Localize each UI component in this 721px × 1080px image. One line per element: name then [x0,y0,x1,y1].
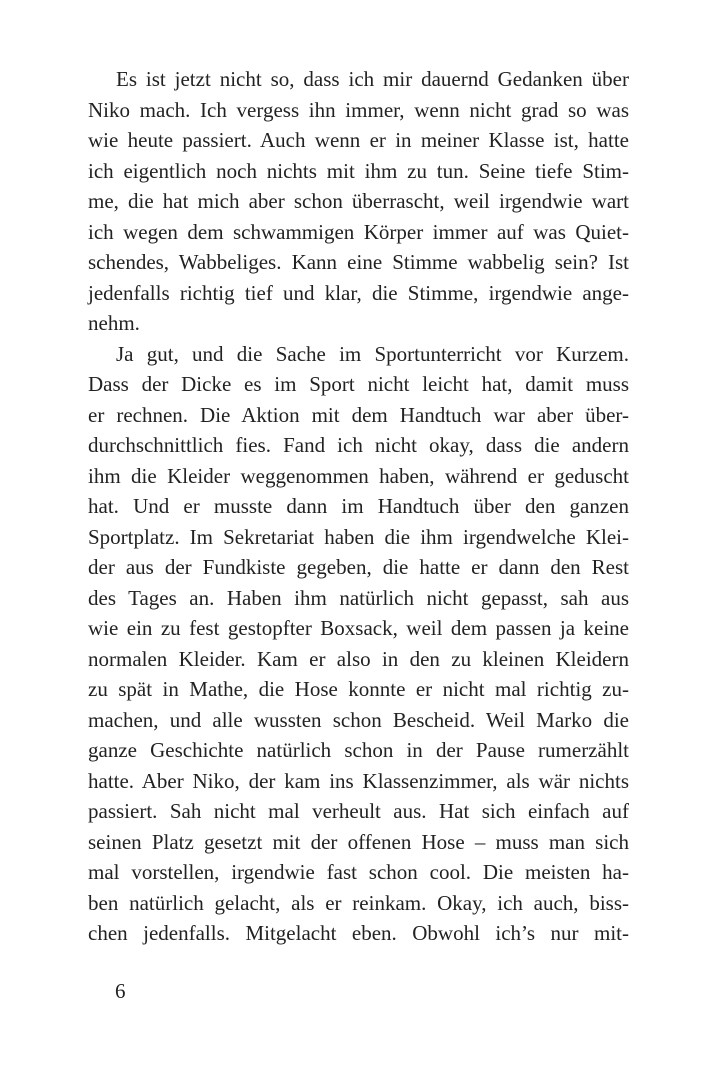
page-number: 6 [115,979,126,1003]
text-line: jedenfalls richtig tief und klar, die Stimme, irgendwie ange- [88,280,629,305]
text-line: des Tages an. Haben ihm natürlich nicht gepasst, sah aus [88,585,629,610]
text-line: hat. Und er musste dann im Handtuch über den ganzen [88,494,629,518]
text-line: normalen Kleider. Kam er also in den zu kleinen Kleidern [88,646,629,671]
text-line: er rechnen. Die Aktion mit dem Handtuch war aber über- [88,402,629,427]
text-line: ich eigentlich noch nichts mit ihm zu tun. Seine tiefe Stim- [88,158,629,183]
text-line: chen jedenfalls. Mitgelacht eben. Obwohl ich’s nur mit- [88,921,629,945]
text-line: passiert. Sah nicht mal verheult aus. Hat sich einfach auf [88,799,629,823]
text-line: machen, und alle wussten schon Bescheid. Weil Marko die [88,707,629,732]
text-line: nehm. [88,311,140,335]
text-line: mal vorstellen, irgendwie fast schon cool. Die meisten ha- [88,860,629,884]
text-line: Niko mach. Ich vergess ihn immer, wenn nicht grad so was [88,97,629,122]
text-line: Sportplatz. Im Sekretariat haben die ihm irgendwelche Klei- [88,524,629,549]
text-line: Ja gut, und die Sache im Sportunterricht vor Kurzem. [116,341,629,366]
text-line: wie ein zu fest gestopfter Boxsack, weil dem passen ja keine [88,616,629,640]
text-line: hatte. Aber Niko, der kam ins Klassenzimmer, als wär nichts [88,768,629,793]
text-line: seinen Platz gesetzt mit der offenen Hose – muss man sich [88,829,629,854]
body-text [88,64,629,949]
text-line: ich wegen dem schwammigen Körper immer auf was Quiet- [88,219,629,244]
text-line: wie heute passiert. Auch wenn er in meiner Klasse ist, hatte [88,128,629,152]
text-line: ihm die Kleider weggenommen haben, während er geduscht [88,463,629,488]
text-line: schendes, Wabbeliges. Kann eine Stimme wabbelig sein? Ist [88,250,629,274]
text-line: der aus der Fundkiste gegeben, die hatte er dann den Rest [88,555,629,579]
text-line: ganze Geschichte natürlich schon in der Pause rumerzählt [88,738,629,762]
text-line: ben natürlich gelacht, als er reinkam. Okay, ich auch, biss- [88,890,629,915]
text-line: me, die hat mich aber schon überrascht, weil irgendwie wart [88,189,629,213]
text-line: zu spät in Mathe, die Hose konnte er nicht mal richtig zu- [88,677,629,701]
text-line: Es ist jetzt nicht so, dass ich mir dauernd Gedanken über [116,67,629,91]
text-line: Dass der Dicke es im Sport nicht leicht hat, damit muss [88,372,629,396]
text-line: durchschnittlich fies. Fand ich nicht okay, dass die andern [88,433,629,457]
